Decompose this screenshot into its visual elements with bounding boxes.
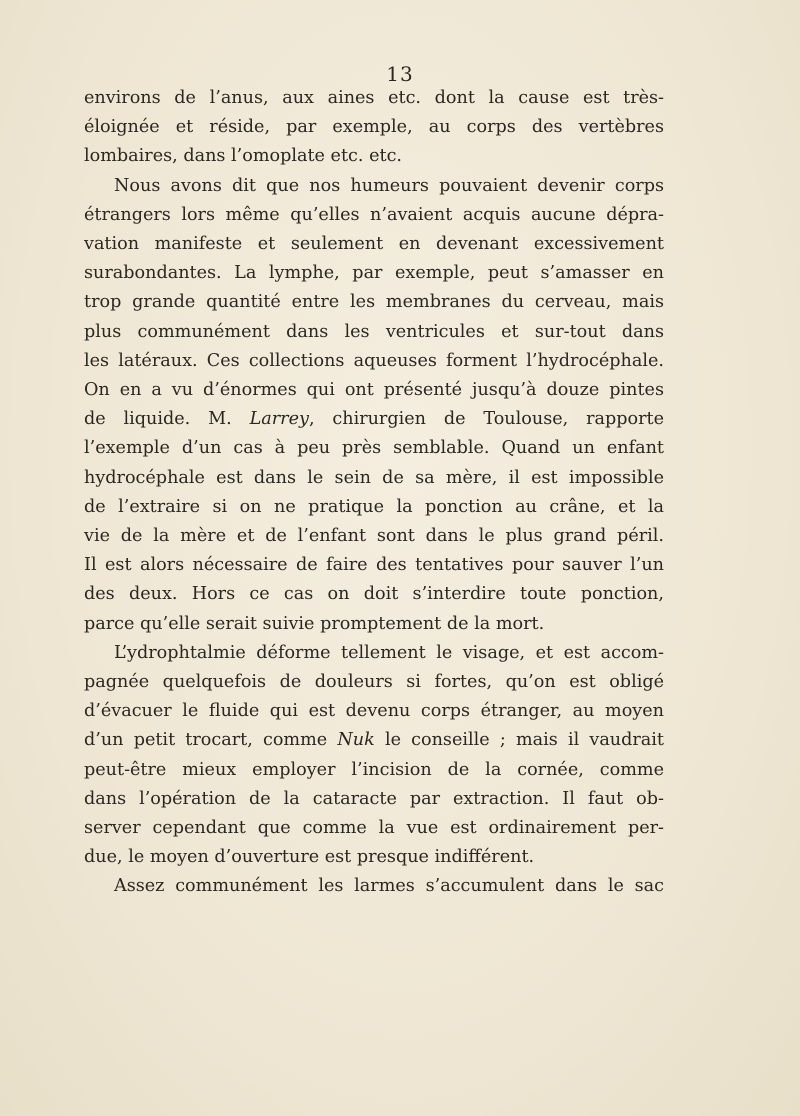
line-text: hydrocéphale est dans le sein de sa mère, il est impossible (84, 467, 664, 488)
text-line (84, 142, 664, 171)
text-line (84, 288, 664, 317)
line-text: trop grande quantité entre les membranes du cerveau, mais (84, 292, 664, 313)
line-text: environs de l’anus, aux aines etc. dont la cause est très- (84, 88, 664, 108)
line-text: lombaires, dans l’omoplate etc. etc. (84, 146, 403, 167)
text-line (84, 668, 664, 697)
text-line (84, 639, 664, 668)
text-line (84, 84, 664, 113)
line-text-continued: le conseille ; mais il vaudrait (374, 730, 664, 751)
line-text: Assez communément les larmes s’accumulent dans le sac (114, 876, 664, 897)
line-text: parce qu’elle serait suivie promptement de la mort. (84, 613, 545, 634)
line-text-continued: , chirurgien de Toulouse, rapporte (308, 409, 664, 430)
text-line (84, 814, 664, 843)
text-line (84, 785, 664, 814)
text-line (84, 376, 664, 405)
italic-name: Nuk (337, 730, 375, 751)
text-line (84, 230, 664, 259)
text-line (84, 493, 664, 522)
text-line (84, 259, 664, 288)
line-text: due, le moyen d’ouverture est presque indifférent. (84, 847, 535, 868)
line-text: d’un petit trocart, comme (84, 730, 338, 751)
text-line (84, 113, 664, 142)
line-text: surabondantes. La lymphe, par exemple, peut s’amasser en (84, 263, 664, 284)
line-text: peut-être mieux employer l’incision de la cornée, comme (84, 759, 664, 780)
page-number: 13 (386, 62, 414, 86)
text-line (84, 522, 664, 551)
text-line (84, 610, 664, 639)
text-line (84, 347, 664, 376)
text-line (84, 434, 664, 463)
line-text: de liquide. M. (84, 409, 250, 430)
line-text: Il est alors nécessaire de faire des tentatives pour sauver l’un (84, 555, 664, 576)
line-text: plus communément dans les ventricules et sur-tout dans (84, 321, 664, 342)
line-text: d’évacuer le fluide qui est devenu corps étranger, au moyen (84, 701, 664, 722)
text-line (84, 697, 664, 726)
line-text: de l’extraire si on ne pratique la ponction au crâne, et la (84, 496, 664, 517)
line-text: dans l’opération de la cataracte par extraction. Il faut ob- (84, 788, 664, 809)
line-text: les latéraux. Ces collections aqueuses forment l’hydrocéphale. (84, 350, 664, 371)
line-text: On en a vu d’énormes qui ont présenté jusqu’à douze pintes (84, 380, 664, 401)
text-line (84, 464, 664, 493)
text-line (84, 318, 664, 347)
line-text: éloignée et réside, par exemple, au corps des vertèbres (84, 117, 664, 138)
text-line (84, 551, 664, 580)
line-text: server cependant que comme la vue est ordinairement per- (84, 818, 664, 839)
text-line (84, 756, 664, 785)
line-text: étrangers lors même qu’elles n’avaient acquis aucune dépra- (84, 204, 664, 225)
text-line (84, 405, 664, 434)
line-text: vation manifeste et seulement en devenant excessivement (84, 234, 664, 255)
line-text: vie de la mère et de l’enfant sont dans le plus grand péril. (84, 526, 664, 547)
line-text: L’ydrophtalmie déforme tellement le visage, et est accom- (114, 642, 664, 663)
text-line (84, 201, 664, 230)
line-text: l’exemple d’un cas à peu près semblable. Quand un enfant (84, 438, 664, 459)
text-line (84, 580, 664, 609)
text-line (84, 726, 664, 755)
italic-name: Larrey (249, 409, 309, 430)
line-text: Nous avons dit que nos humeurs pouvaient devenir corps (114, 175, 664, 196)
text-line (84, 843, 664, 872)
text-line (84, 872, 664, 901)
line-text: pagnée quelquefois de douleurs si fortes, qu’on est obligé (84, 672, 664, 693)
text-line (84, 172, 664, 201)
body-text (84, 84, 664, 902)
line-text: des deux. Hors ce cas on doit s’interdire toute ponction, (84, 584, 664, 605)
